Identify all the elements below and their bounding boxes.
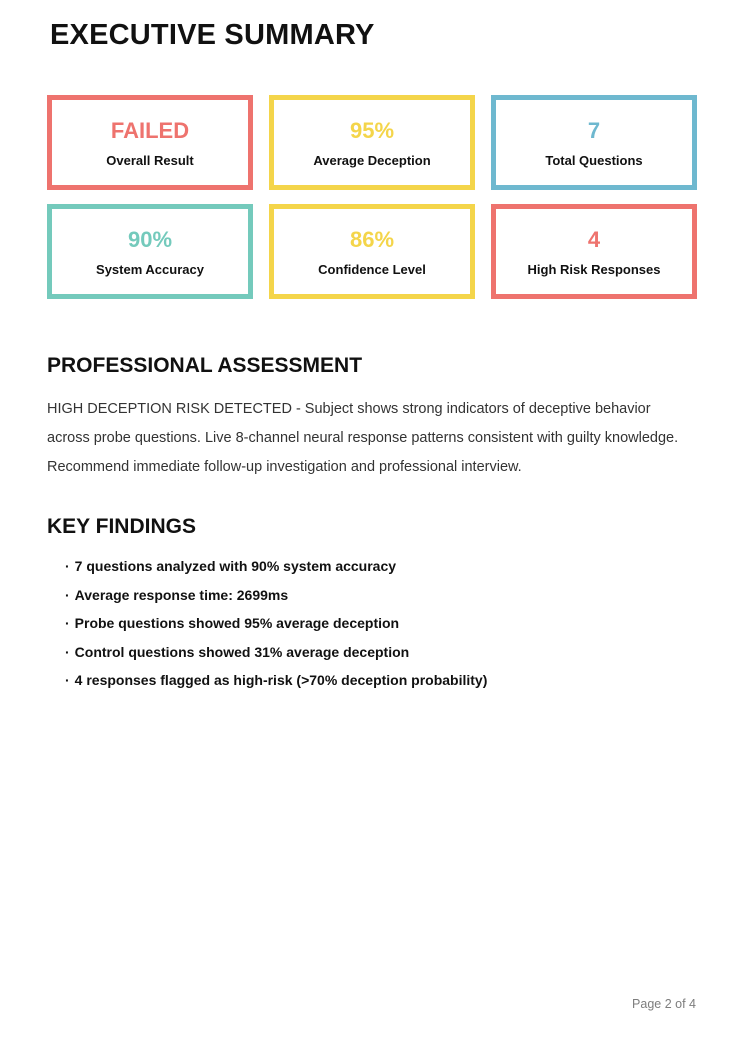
finding-text: Average response time: 2699ms (74, 586, 289, 603)
stat-label: High Risk Responses (527, 261, 661, 277)
finding-text: 4 responses flagged as high-risk (>70% deception probability) (74, 672, 488, 688)
bullet-dot: · (65, 615, 70, 631)
summary-cards-grid (47, 95, 697, 299)
stat-value: 95% (349, 117, 395, 143)
assessment-paragraph: HIGH DECEPTION RISK DETECTED - Subject shows strong indicators of deceptive behavior across probe questions. Live 8-channel neural response patterns consistent with guilty knowledge. Recommend immediate follow-up investigation and professional interview. (47, 401, 679, 475)
stat-value: 90% (127, 226, 173, 252)
page-title: EXECUTIVE SUMMARY (50, 19, 375, 51)
list-item (65, 588, 697, 602)
bullet-dot: · (65, 586, 70, 603)
bullet-dot: · (65, 672, 70, 688)
stat-value: 7 (587, 117, 601, 143)
stat-value: 86% (349, 226, 395, 252)
list-item (65, 673, 697, 687)
stat-label: Overall Result (106, 152, 194, 168)
finding-text: 7 questions analyzed with 90% system accuracy (74, 558, 397, 574)
stat-label: System Accuracy (96, 261, 204, 277)
stat-card-confidence-level (269, 204, 475, 299)
key-findings-list (47, 559, 697, 687)
stat-card-high-risk-responses (491, 204, 697, 299)
section-heading-professional-assessment: PROFESSIONAL ASSESSMENT (47, 354, 363, 377)
page-number: Page 2 of 4 (632, 997, 696, 1011)
stat-card-overall-result (47, 95, 253, 190)
stat-card-total-questions (491, 95, 697, 190)
list-item (65, 645, 697, 659)
stat-value: 4 (587, 226, 601, 252)
finding-text: Control questions showed 31% average deception (74, 643, 410, 660)
finding-text: Probe questions showed 95% average deception (74, 615, 400, 631)
list-item (65, 559, 697, 573)
stat-label: Confidence Level (318, 261, 426, 277)
bullet-dot: · (65, 643, 70, 660)
bullet-dot: · (65, 558, 70, 574)
section-heading-key-findings: KEY FINDINGS (47, 515, 196, 538)
list-item (65, 616, 697, 630)
stat-label: Average Deception (313, 152, 431, 168)
stat-label: Total Questions (545, 152, 643, 168)
stat-value: FAILED (110, 117, 190, 143)
stat-card-average-deception (269, 95, 475, 190)
stat-card-system-accuracy (47, 204, 253, 299)
